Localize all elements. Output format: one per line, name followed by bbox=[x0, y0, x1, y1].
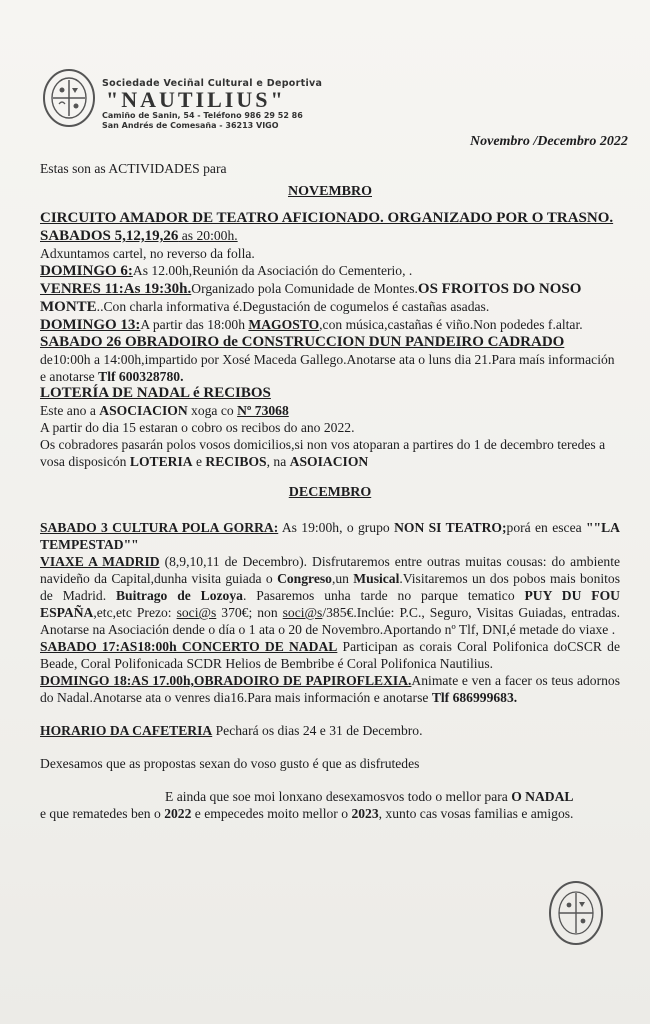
domingo-13: DOMINGO 13:A partir das 18:00h MAGOSTO,con música,castañas é viño.Non podedes f.altar. bbox=[40, 317, 583, 333]
circuito-note: Adxuntamos cartel, no reverso da folla. bbox=[40, 246, 255, 261]
closing-text: E ainda que soe moi lonxano desexamosvos todo o mellor para O NADAL e que rematedes ben o 2022 e empecedes moito mellor o 2023, xunto cas vosas familias e amigos. bbox=[40, 789, 574, 821]
domingo-18: DOMINGO 18:AS 17.00h,OBRADOIRO DE PAPIROFLEXIA.Animate e ven a facer os teus adornos do Nadal.Anotarse ata o venres dia16.Para mais información e anotarse Tlf 686999683. bbox=[40, 673, 621, 705]
org-subtitle: Sociedade Veciñal Cultural e Deportiva bbox=[102, 78, 323, 89]
org-address-line2: San Andrés de Comesaña - 36213 VIGO bbox=[102, 121, 279, 130]
circuito-title: CIRCUITO AMADOR DE TEATRO AFICIONADO. ORGANIZADO POR O TRASNO. bbox=[40, 210, 614, 226]
org-address-line1: Camiño de Sanin, 54 - Teléfono 986 29 52 86 bbox=[102, 111, 303, 120]
sabado-17: SABADO 17:AS18:00h CONCERTO DE NADAL Participan as corais Coral Polifonica doCSCR de Beade, Coral Polifonicada SCDR Helios de Bembribe é Coral Polifonica Nautilius. bbox=[40, 639, 621, 671]
loteria-line3: Os cobradores pasarán polos vosos domicilios,si non vos atoparan a partires do 1 de decembro teredes a vosa disposicón LOTERIA e RECIBOS, na ASOIACION bbox=[40, 437, 606, 469]
december-title: DECEMBRO bbox=[288, 485, 372, 500]
wish-text: Dexesamos que as propostas sexan do voso gusto é que as disfrutedes bbox=[40, 756, 420, 771]
association-seal-icon bbox=[548, 880, 604, 946]
venres-11: VENRES 11:As 19:30h.Organizado pola Comunidade de Montes.OS FROITOS DO NOSO MONTE..Con charla informativa é.Degustación de cogumelos é castañas asadas. bbox=[40, 281, 582, 315]
circuito-dates: SABADOS 5,12,19,26 as 20:00h. bbox=[40, 228, 238, 244]
document-body bbox=[40, 160, 620, 822]
domingo-6: DOMINGO 6:As 12.00h,Reunión da Asociación do Cementerio, . bbox=[40, 263, 413, 279]
organization-header bbox=[102, 78, 362, 131]
sabado-3: SABADO 3 CULTURA POLA GORRA: As 19:00h, o grupo NON SI TEATRO;porá en escea ""LA TEMPESTAD"" bbox=[40, 520, 620, 552]
document-date: Novembro /Decembro 2022 bbox=[470, 134, 628, 149]
viaxe-madrid: VIAXE A MADRID (8,9,10,11 de Decembro). Disfrutaremos entre outras muitas cousas: do ambiente navideño da Capital,dunha visita guiada o Congreso,un Musical.Visitaremos un dos pobos mais bonitos de Madrid. Buitrago de Lozoya. Pasaremos unha tarde no parque tematico PUY DU FOU ESPAÑA,etc,etc Prezo: soci@s 370€; non soci@s/385€.Inclúe: P.C., Seguro, Visitas Guiadas, entradas. Anotarse na Asociación dende o día o 1 ata o 20 de Novembro.Aportando nº Tlf, DNI,é metade do viaxe . bbox=[40, 554, 621, 637]
cafeteria-hours: HORARIO DA CAFETERIA Pechará os dias 24 e 31 de Decembro. bbox=[40, 723, 423, 738]
loteria-title: LOTERÍA DE NADAL é RECIBOS bbox=[40, 385, 271, 401]
loteria-line1: Este ano a ASOCIACION xoga co Nº 73068 bbox=[40, 403, 289, 418]
november-title: NOVEMBRO bbox=[288, 184, 372, 199]
sabado-26-title: SABADO 26 OBRADOIRO de CONSTRUCCION DUN PANDEIRO CADRADO bbox=[40, 334, 565, 350]
nautilius-logo-icon bbox=[42, 68, 96, 128]
org-name: "NAUTILIUS" bbox=[106, 87, 286, 112]
sabado-26-text: de10:00h a 14:00h,impartido por Xosé Maceda Gallego.Anotarse ata o luns dia 21.Para maís información e anotarse Tlf 600328780. bbox=[40, 352, 615, 384]
intro-text: Estas son as ACTIVIDADES para bbox=[40, 161, 227, 176]
loteria-line2: A partir do dia 15 estaran o cobro os recibos do ano 2022. bbox=[40, 420, 355, 435]
